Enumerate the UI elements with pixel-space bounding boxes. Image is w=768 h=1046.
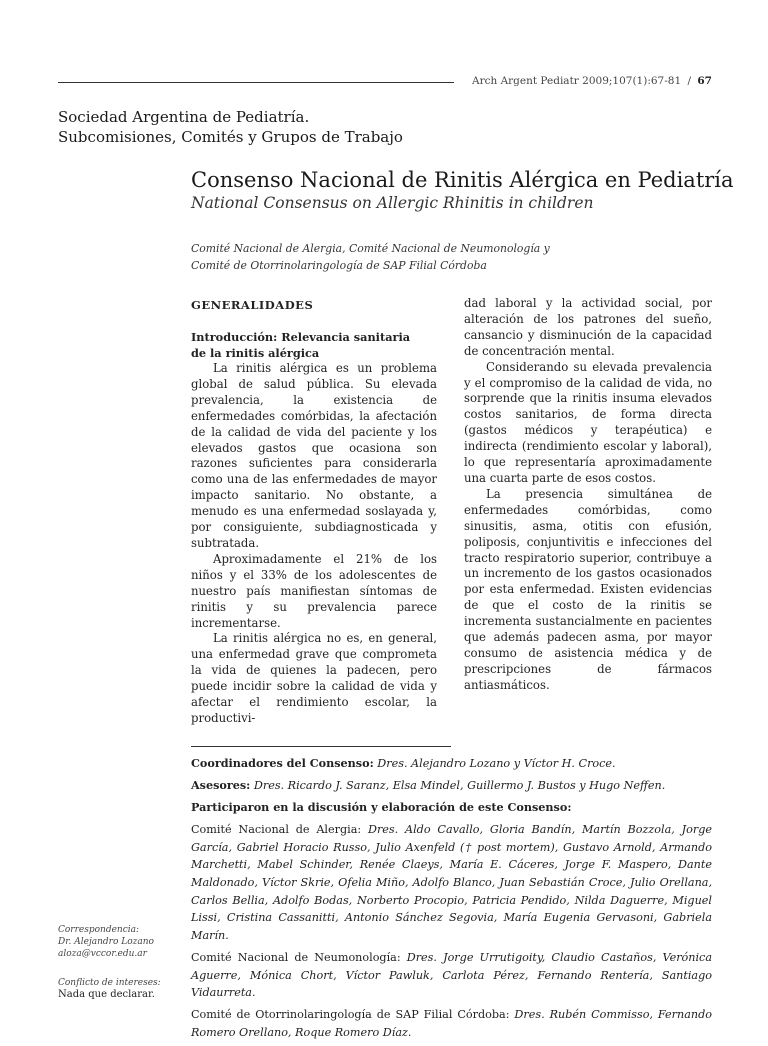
body-column-right — [464, 296, 712, 694]
group-names: Dres. Aldo Cavallo, Gloria Bandín, Martín Bozzola, Jorge García, Gabriel Horacio Russo, Julio Axenfeld († post mortem), Gustavo Arnold, Armando Marchetti, Mabel Schinder, Renée Claeys, María E. Cáceres, Jorge F. Maspero, Dante Maldonado, Víctor Skrie, Ofelia Miño, Adolfo Blanco, Juan Sebastián Croce, Julio Orellana, Carlos Bellia, Adolfo Bodas, Norberto Procopio, Patricia Pendido, Nilda Daguerre, Miguel Lissi, Cristina Cassanitti, Antonio Sánchez Segovia, María Eugenia Gervasoni, Gabriela Marín. — [191, 823, 712, 942]
author-committees — [191, 240, 550, 274]
paragraph: La rinitis alérgica no es, en general, una enfermedad grave que comprometa la vida de quienes la padecen, pero puede incidir sobre la calidad de vida y afectar el rendimiento escolar, la productivi- — [191, 631, 437, 725]
article-subtitle: National Consensus on Allergic Rhinitis in children — [191, 194, 594, 212]
correspondence-note — [58, 924, 178, 960]
coordinators — [191, 755, 712, 773]
header-separator: / — [687, 75, 692, 87]
correspondence-email: aloza@vccor.edu.ar — [58, 949, 147, 959]
paragraph: Considerando su elevada prevalencia y el compromiso de la calidad de vida, no sorprende que la rinitis insuma elevados costos sanitarios, de forma directa (gastos médicos y terapéutica) e indirecta (rendimiento escolar y laboral), lo que representaría aproximadamente una cuarta parte de esos costos. — [464, 359, 712, 485]
coordinators-names: Dres. Alejandro Lozano y Víctor H. Croce. — [377, 757, 616, 770]
advisors-names: Dres. Ricardo J. Saranz, Elsa Mindel, Guillermo J. Bustos y Hugo Neffen. — [253, 779, 666, 793]
conflict-value: Nada que declarar. — [58, 989, 155, 1000]
correspondence-label: Correspondencia: — [58, 925, 140, 935]
coordinators-label: Coordinadores del Consenso: — [191, 756, 374, 770]
group-names: Dres. Rubén Commisso, Fernando Romero Orellano, Roque Romero Díaz. — [191, 1008, 713, 1039]
subsection-heading — [191, 330, 437, 361]
society-heading — [58, 107, 403, 147]
paragraph: La presencia simultánea de enfermedades comórbidas, como sinusitis, asma, otitis con efusión, poliposis, conjuntivitis e infecciones del tracto respiratorio superior, contribuye a un incremento de los gastos ocasionados por esta enfermedad. Existen evidencias de que el costo de la rinitis se incrementa sustancialmente en pacientes que además padecen asma, por mayor consumo de asistencia médica y de prescripciones de fármacos antiasmáticos. — [464, 486, 712, 692]
committees-line-1: Comité Nacional de Alergia, Comité Nacional de Neumonología y — [191, 242, 550, 255]
society-line-2: Subcomisiones, Comités y Grupos de Trabajo — [58, 128, 403, 146]
conflict-note — [58, 977, 178, 1001]
participant-group — [191, 821, 712, 944]
subsection-heading-line-1: Introducción: Relevancia sanitaria — [191, 330, 411, 344]
journal-citation: Arch Argent Pediatr 2009;107(1):67-81 — [471, 75, 682, 87]
conflict-label: Conflicto de intereses: — [58, 978, 161, 988]
participants-heading: Participaron en la discusión y elaboración de este Consenso: — [191, 800, 572, 815]
subsection-heading-line-2: de la rinitis alérgica — [191, 345, 320, 360]
paragraph: Aproximadamente el 21% de los niños y el 33% de los adolescentes de nuestro país manifiestan síntomas de rinitis y su prevalencia parece incrementarse. — [191, 551, 437, 630]
page-number: 67 — [697, 75, 712, 87]
society-line-1: Sociedad Argentina de Pediatría. — [58, 108, 310, 126]
correspondence-name: Dr. Alejandro Lozano — [58, 937, 154, 947]
article-title: Consenso Nacional de Rinitis Alérgica en Pediatría — [191, 168, 734, 192]
advisors-label: Asesores: — [191, 778, 251, 793]
group-label: Comité Nacional de Neumonología: — [191, 950, 401, 964]
group-names: Dres. Jorge Urrutigoity, Claudio Castaños, Verónica Aguerre, Mónica Chort, Víctor Pawluk, Carlota Pérez, Fernando Rentería, Santiago Vidaurreta. — [191, 950, 712, 1000]
body-column-left — [191, 298, 437, 727]
advisors — [191, 777, 712, 795]
paragraph-continuation: dad laboral y la actividad social, por alteración de los patrones del sueño, cansancio y disminución de la capacidad de concentración mental. — [464, 296, 712, 358]
header-rule — [58, 82, 454, 83]
journal-reference — [460, 75, 712, 87]
credits-rule — [191, 746, 451, 747]
section-heading: GENERALIDADES — [191, 298, 314, 312]
paragraph: La rinitis alérgica es un problema global de salud pública. Su elevada prevalencia, la existencia de enfermedades comórbidas, la afectación de la calidad de vida del paciente y los elevados gastos que ocasiona son razones suficientes para considerarla como una de las enfermedades de mayor impacto sanitario. No obstante, a menudo es una enfermedad soslayada y, por consiguiente, subdiagnosticada y subtratada. — [191, 361, 437, 550]
committees-line-2: Comité de Otorrinolaringología de SAP Filial Córdoba — [191, 259, 487, 272]
group-label: Comité de Otorrinolaringología de SAP Filial Córdoba: — [191, 1008, 510, 1022]
consensus-credits — [191, 755, 712, 1046]
group-label: Comité Nacional de Alergia: — [191, 823, 362, 837]
participant-group — [191, 949, 712, 1002]
